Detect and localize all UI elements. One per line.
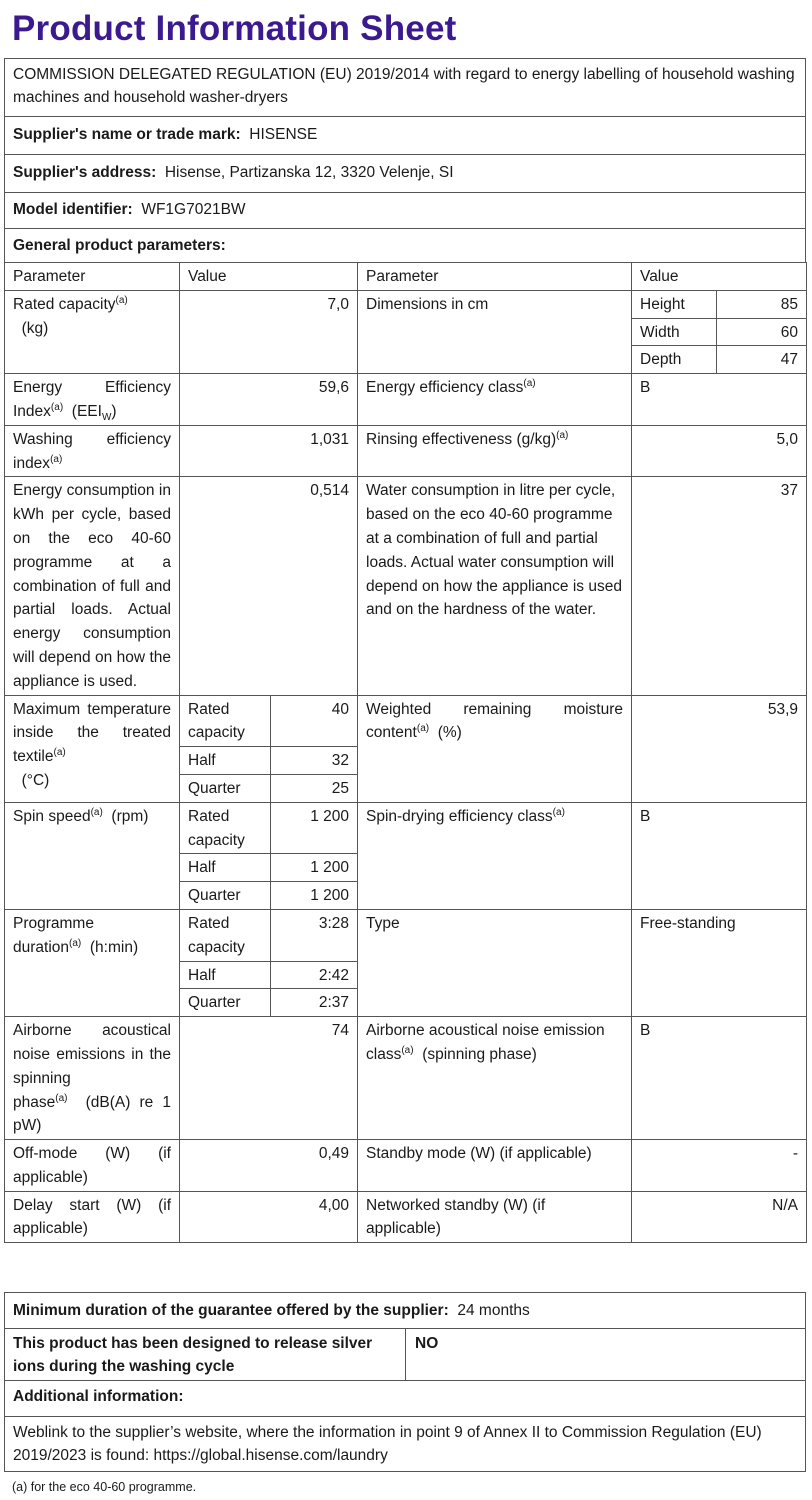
table-header-row (5, 263, 807, 291)
max-temp-quarter-label: Quarter (180, 774, 271, 802)
moisture-value: 53,9 (632, 695, 807, 802)
networked-standby-value: N/A (632, 1191, 807, 1243)
table-row (5, 802, 807, 854)
table-row (5, 477, 807, 695)
energy-consumption-label: Energy consumption in kWh per cycle, based on the eco 40-60 programme at a combination of full and partial loads. Actual energy consumption will depend on how the appliance is used. (5, 477, 180, 695)
duration-rated-label: Rated capacity (180, 909, 271, 961)
spin-half-value: 1 200 (271, 854, 358, 882)
spin-class-value: B (632, 802, 807, 909)
noise-class-value: B (632, 1017, 807, 1140)
noise-value: 74 (180, 1017, 358, 1140)
eei-value: 59,6 (180, 374, 358, 426)
max-temp-rated-value: 40 (271, 695, 358, 747)
guarantee-label: Minimum duration of the guarantee offered by the supplier: (13, 1302, 449, 1319)
duration-label-cell: Programme duration$^{(a)}$ (h:min) (5, 909, 180, 1016)
model-row (4, 192, 806, 228)
standby-label: Standby mode (W) (if applicable) (358, 1140, 632, 1192)
energy-class-label-cell: Energy efficiency class$^{(a)}$ (358, 374, 632, 426)
delay-start-label: Delay start (W) (if applicable) (5, 1191, 180, 1243)
weblink-text: Weblink to the supplier’s website, where the information in point 9 of Annex II to Commission Regulation (EU) 2019/2023 is found: https://global.hisense.com/laundry (13, 1424, 762, 1464)
table-row (5, 1017, 807, 1140)
max-temp-rated-label: Rated capacity (180, 695, 271, 747)
moisture-label-cell: Weighted remaining moisture content$^{(a)}$ (%) (358, 695, 632, 802)
header-value-left: Value (180, 263, 358, 291)
max-temp-label-cell: Maximum temperature inside the treated textile$^{(a)}$ (°C) (5, 695, 180, 802)
general-heading: General product parameters: (13, 237, 226, 254)
spin-quarter-label: Quarter (180, 882, 271, 910)
eei-label-cell: Energy Efficiency Index$^{(a)}$ $(EEI_W)$ (5, 374, 180, 426)
additional-heading-row (4, 1380, 806, 1416)
width-label: Width (632, 318, 717, 346)
height-label: Height (632, 290, 717, 318)
spin-quarter-value: 1 200 (271, 882, 358, 910)
guarantee-row (4, 1292, 806, 1328)
water-consumption-value: 37 (632, 477, 807, 695)
width-value: 60 (717, 318, 807, 346)
silver-ions-label: This product has been designed to release silver ions during the washing cycle (5, 1329, 406, 1381)
guarantee-value: 24 months (457, 1302, 530, 1319)
type-value: Free-standing (632, 909, 807, 1016)
wash-eff-value: 1,031 (180, 425, 358, 477)
regulation-text: COMMISSION DELEGATED REGULATION (EU) 2019/2014 with regard to energy labelling of household washing machines and household washer-dryers (13, 66, 795, 106)
table-row (5, 1191, 807, 1243)
supplier-name-value: HISENSE (249, 126, 318, 143)
header-parameter-right: Parameter (358, 263, 632, 291)
spin-class-label-cell: Spin-drying efficiency class$^{(a)}$ (358, 802, 632, 909)
spin-label-cell: Spin speed$^{(a)}$ (rpm) (5, 802, 180, 909)
footnote: (a) for the eco 40-60 programme. (12, 1480, 197, 1494)
silver-ions-row (4, 1328, 806, 1380)
capacity-label-cell: Rated capacity$^{(a)}$ (kg) (5, 290, 180, 373)
regulation-block (4, 58, 806, 116)
duration-half-value: 2:42 (271, 961, 358, 989)
silver-ions-value: NO (415, 1335, 439, 1352)
standby-value: - (632, 1140, 807, 1192)
depth-value: 47 (717, 346, 807, 374)
additional-heading: Additional information: (13, 1388, 184, 1405)
duration-half-label: Half (180, 961, 271, 989)
page-title: Product Information Sheet (12, 9, 457, 48)
table-row (5, 290, 807, 318)
off-mode-label: Off-mode (W) (if applicable) (5, 1140, 180, 1192)
spin-rated-value: 1 200 (271, 802, 358, 854)
networked-standby-label: Networked standby (W) (if applicable) (358, 1191, 632, 1243)
energy-consumption-value: 0,514 (180, 477, 358, 695)
model-value: WF1G7021BW (141, 201, 246, 218)
spin-rated-label: Rated capacity (180, 802, 271, 854)
parameters-table (4, 262, 807, 1243)
duration-quarter-label: Quarter (180, 989, 271, 1017)
max-temp-half-value: 32 (271, 747, 358, 775)
type-label: Type (358, 909, 632, 1016)
capacity-value: 7,0 (180, 290, 358, 373)
table-row (5, 425, 807, 477)
supplier-name-label: Supplier's name or trade mark: (13, 126, 241, 143)
rinsing-label-cell: Rinsing effectiveness $(g/kg)^{(a)}$ (358, 425, 632, 477)
header-value-right: Value (632, 263, 807, 291)
water-consumption-label: Water consumption in litre per cycle, based on the eco 40-60 programme at a combination of full and partial loads. Actual water consumption will depend on how the appliance is used and on the hardness of the water. (358, 477, 632, 695)
supplier-address-label: Supplier's address: (13, 164, 157, 181)
energy-class-value: B (632, 374, 807, 426)
table-row (5, 695, 807, 747)
duration-quarter-value: 2:37 (271, 989, 358, 1017)
depth-label: Depth (632, 346, 717, 374)
header-parameter-left: Parameter (5, 263, 180, 291)
rinsing-value: 5,0 (632, 425, 807, 477)
max-temp-quarter-value: 25 (271, 774, 358, 802)
supplier-address-value: Hisense, Partizanska 12, 3320 Velenje, SI (164, 164, 454, 181)
max-temp-half-label: Half (180, 747, 271, 775)
table-row (5, 374, 807, 426)
dimensions-label: Dimensions in cm (358, 290, 632, 373)
noise-label-cell: Airborne acoustical noise emissions in the spinning phase$^{(a)}$ (dB(A) re 1 pW) (5, 1017, 180, 1140)
height-value: 85 (717, 290, 807, 318)
general-heading-row (4, 228, 806, 262)
wash-eff-label-cell: Washing efficiency index$^{(a)}$ (5, 425, 180, 477)
off-mode-value: 0,49 (180, 1140, 358, 1192)
spin-half-label: Half (180, 854, 271, 882)
delay-start-value: 4,00 (180, 1191, 358, 1243)
noise-class-label-cell: Airborne acoustical noise emission class$^{(a)}$ (spinning phase) (358, 1017, 632, 1140)
supplier-name-row (4, 116, 806, 154)
weblink-row (4, 1416, 806, 1472)
duration-rated-value: 3:28 (271, 909, 358, 961)
supplier-address-row (4, 154, 806, 192)
table-row (5, 1140, 807, 1192)
model-label: Model identifier: (13, 201, 133, 218)
table-row (5, 909, 807, 961)
